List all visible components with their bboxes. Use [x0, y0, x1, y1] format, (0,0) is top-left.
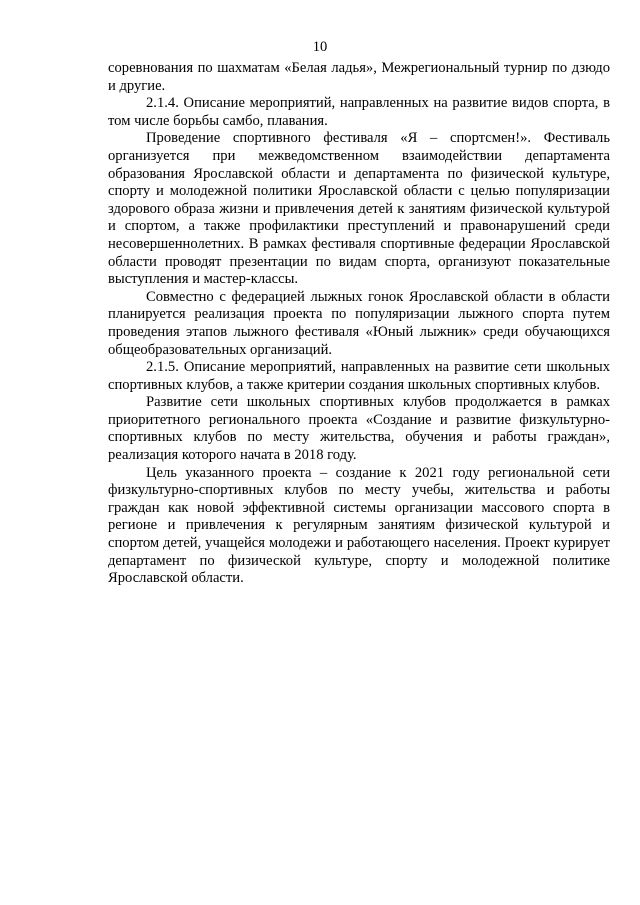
paragraph-festival: Проведение спортивного фестиваля «Я – спортсмен!». Фестиваль организуется при межведомственном взаимодействии департамента образования Ярославской области и департамента по физической культуре, спорту и молодежной политики Ярославской области с целью популяризации здорового образа жизни и привлечения детей к занятиям физической культурой и спортом, а также профилактики преступлений и правонарушений среди несовершеннолетних. В рамках фестиваля спортивные федерации Ярославской области проводят презентации по видам спорта, организуют показательные выступления и мастер-классы. [108, 130, 610, 288]
paragraph-project-goal: Цель указанного проекта – создание к 2021 году региональной сети физкультурно-спортивных клубов по месту учебы, жительства и работы граждан как новой эффективной системы организации массового спорта в регионе и привлечения к регулярным занятиям физической культурой и спортом детей, учащейся молодежи и работающего населения. Проект курирует департамент по физической культуре, спорту и молодежной политике Ярославской области. [108, 464, 610, 587]
paragraph-clubs-development: Развитие сети школьных спортивных клубов продолжается в рамках приоритетного регионального проекта «Создание и развитие физкультурно-спортивных клубов по месту жительства, обучения и работы граждан», реализация которого начата в 2018 году. [108, 394, 610, 464]
paragraph-ski-federation: Совместно с федерацией лыжных гонок Ярославской области в области планируется реализация проекта по популяризации лыжного спорта путем проведения этапов лыжного фестиваля «Юный лыжник» среди обучающихся общеобразовательных организаций. [108, 288, 610, 358]
page-number: 10 [312, 39, 328, 55]
section-heading-2-1-4: 2.1.4. Описание мероприятий, направленных на развитие видов спорта, в том числе борьбы самбо, плавания. [108, 95, 610, 129]
section-heading-2-1-5: 2.1.5. Описание мероприятий, направленных на развитие сети школьных спортивных клубов, а также критерии создания школьных спортивных клубов. [108, 359, 610, 393]
document-body [108, 60, 610, 588]
paragraph-continuation: соревнования по шахматам «Белая ладья», Межрегиональный турнир по дзюдо и другие. [108, 60, 610, 94]
